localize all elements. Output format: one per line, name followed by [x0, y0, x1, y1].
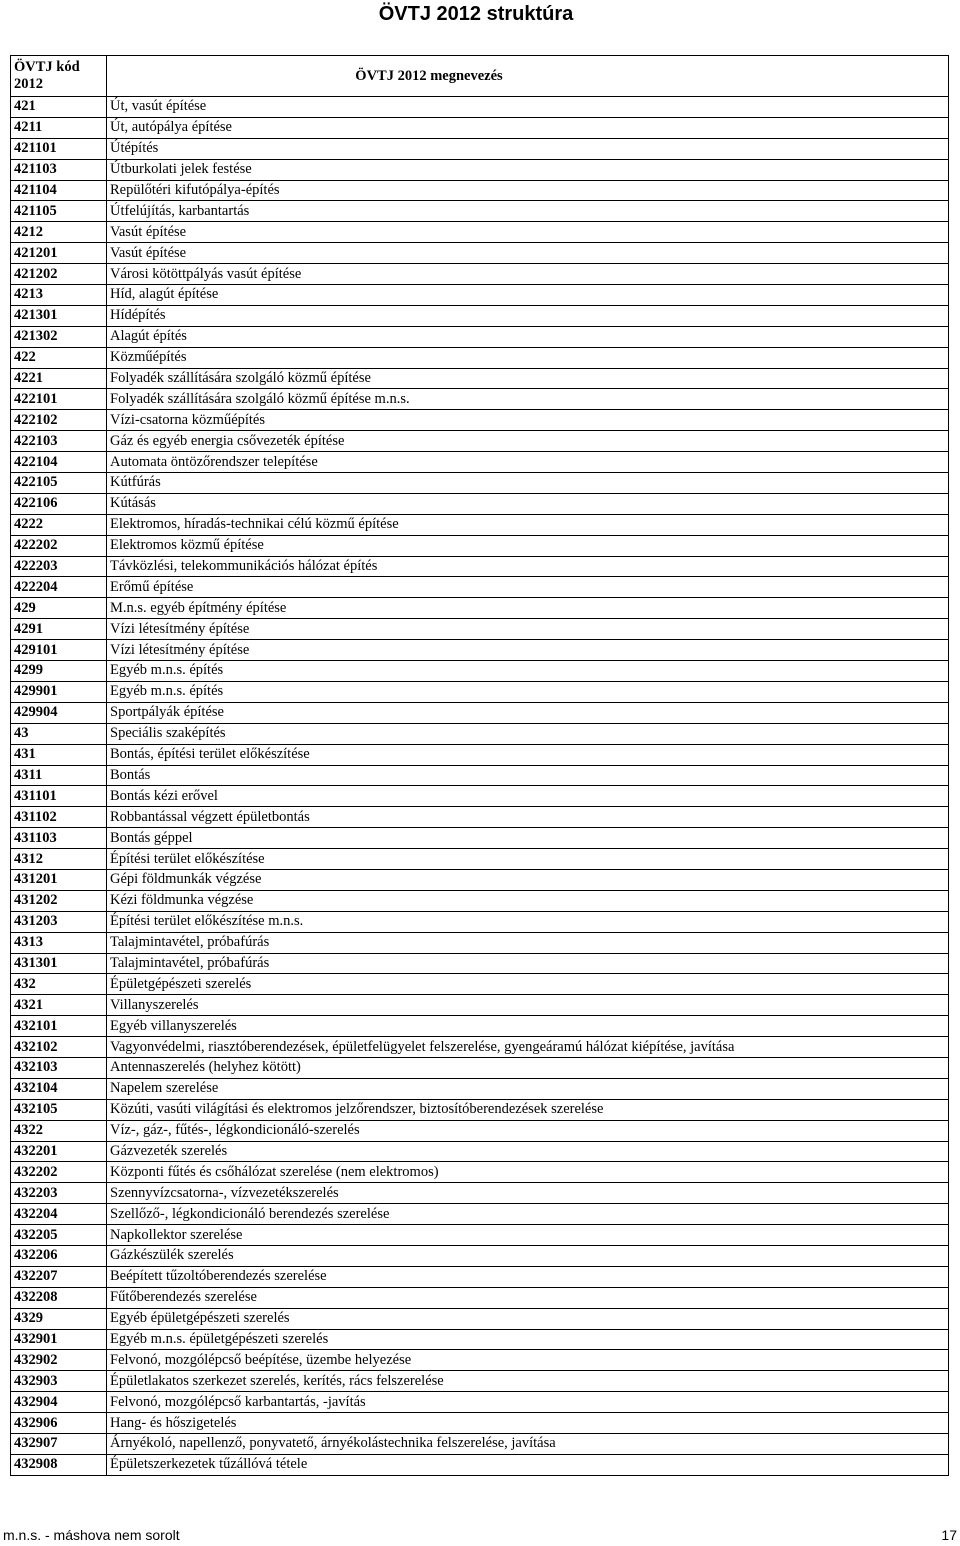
row-code: 431202: [11, 890, 107, 911]
table-row: [11, 159, 949, 180]
row-code: 422101: [11, 389, 107, 410]
row-name: Szellőző-, légkondicionáló berendezés szerelése: [107, 1204, 949, 1225]
row-code: 421202: [11, 264, 107, 285]
table-row: [11, 1183, 949, 1204]
table-row: [11, 1329, 949, 1350]
row-name: Gépi földmunkák végzése: [107, 869, 949, 890]
table-row: [11, 598, 949, 619]
row-name: Egyéb m.n.s. épületgépészeti szerelés: [107, 1329, 949, 1350]
table-row: [11, 1434, 949, 1455]
row-code: 432: [11, 974, 107, 995]
row-name: Bontás kézi erővel: [107, 786, 949, 807]
row-code: 4213: [11, 285, 107, 306]
row-name: Fűtőberendezés szerelése: [107, 1287, 949, 1308]
table-row: [11, 1287, 949, 1308]
row-code: 432105: [11, 1099, 107, 1120]
row-name: Épületlakatos szerkezet szerelés, kerítés, rács felszerelése: [107, 1371, 949, 1392]
row-name: Távközlési, telekommunikációs hálózat építés: [107, 556, 949, 577]
row-name: Hídépítés: [107, 305, 949, 326]
table-row: [11, 1245, 949, 1266]
row-code: 422202: [11, 535, 107, 556]
row-code: 432901: [11, 1329, 107, 1350]
table-row: [11, 1037, 949, 1058]
row-name: Repülőtéri kifutópálya-építés: [107, 180, 949, 201]
row-name: Beépített tűzoltóberendezés szerelése: [107, 1266, 949, 1287]
row-code: 432103: [11, 1057, 107, 1078]
row-code: 4312: [11, 849, 107, 870]
row-code: 421104: [11, 180, 107, 201]
row-name: Egyéb m.n.s. építés: [107, 681, 949, 702]
row-name: Vasút építése: [107, 243, 949, 264]
row-name: Vízi létesítmény építése: [107, 619, 949, 640]
table-row: [11, 1204, 949, 1225]
row-name: Napelem szerelése: [107, 1078, 949, 1099]
table-row: [11, 765, 949, 786]
row-code: 421103: [11, 159, 107, 180]
row-name: Épületszerkezetek tűzállóvá tétele: [107, 1454, 949, 1475]
row-name: Víz-, gáz-, fűtés-, légkondicionáló-szerelés: [107, 1120, 949, 1141]
table-row: [11, 1057, 949, 1078]
row-code: 432903: [11, 1371, 107, 1392]
row-code: 43: [11, 723, 107, 744]
table-row: [11, 1099, 949, 1120]
row-name: Elektromos, híradás-technikai célú közmű építése: [107, 514, 949, 535]
table-row: [11, 932, 949, 953]
row-code: 4322: [11, 1120, 107, 1141]
row-name: Vasút építése: [107, 222, 949, 243]
row-name: Közműépítés: [107, 347, 949, 368]
table-row: [11, 326, 949, 347]
row-name: Egyéb épületgépészeti szerelés: [107, 1308, 949, 1329]
table-row: [11, 911, 949, 932]
row-code: 4329: [11, 1308, 107, 1329]
table-row: [11, 285, 949, 306]
row-name: Híd, alagút építése: [107, 285, 949, 306]
row-code: 432202: [11, 1162, 107, 1183]
table-row: [11, 744, 949, 765]
table-row: [11, 1141, 949, 1162]
row-name: Talajmintavétel, próbafúrás: [107, 932, 949, 953]
row-name: Speciális szaképítés: [107, 723, 949, 744]
table-row: [11, 117, 949, 138]
row-name: Útépítés: [107, 138, 949, 159]
row-code: 429101: [11, 640, 107, 661]
row-code: 421105: [11, 201, 107, 222]
row-name: Kútfúrás: [107, 473, 949, 494]
table-row: [11, 807, 949, 828]
table-row: [11, 556, 949, 577]
table-row: [11, 1120, 949, 1141]
row-name: Hang- és hőszigetelés: [107, 1413, 949, 1434]
row-code: 432206: [11, 1245, 107, 1266]
table-row: [11, 222, 949, 243]
row-code: 432907: [11, 1434, 107, 1455]
row-name: Központi fűtés és csőhálózat szerelése (nem elektromos): [107, 1162, 949, 1183]
row-name: Automata öntözőrendszer telepítése: [107, 452, 949, 473]
row-code: 431203: [11, 911, 107, 932]
row-code: 422103: [11, 431, 107, 452]
table-row: [11, 138, 949, 159]
row-code: 4311: [11, 765, 107, 786]
table-row: [11, 1413, 949, 1434]
table-row: [11, 681, 949, 702]
name-column-header: ÖVTJ 2012 megnevezés: [107, 56, 949, 97]
row-name: Antennaszerelés (helyhez kötött): [107, 1057, 949, 1078]
table-row: [11, 1392, 949, 1413]
row-code: 4222: [11, 514, 107, 535]
row-name: Napkollektor szerelése: [107, 1225, 949, 1246]
table-row: [11, 305, 949, 326]
table-row: [11, 577, 949, 598]
table-row: [11, 1016, 949, 1037]
row-code: 432908: [11, 1454, 107, 1475]
table-row: [11, 786, 949, 807]
row-code: 4321: [11, 995, 107, 1016]
row-name: Folyadék szállítására szolgáló közmű építése: [107, 368, 949, 389]
table-row: [11, 702, 949, 723]
row-code: 431: [11, 744, 107, 765]
row-name: Épületgépészeti szerelés: [107, 974, 949, 995]
row-name: Alagút építés: [107, 326, 949, 347]
row-name: Erőmű építése: [107, 577, 949, 598]
row-name: Építési terület előkészítése: [107, 849, 949, 870]
table-header-row: [11, 56, 949, 97]
table-row: [11, 1225, 949, 1246]
row-code: 4299: [11, 661, 107, 682]
table-row: [11, 828, 949, 849]
row-name: Bontás géppel: [107, 828, 949, 849]
table-row: [11, 243, 949, 264]
row-code: 431301: [11, 953, 107, 974]
row-code: 421101: [11, 138, 107, 159]
row-name: Felvonó, mozgólépcső karbantartás, -javítás: [107, 1392, 949, 1413]
row-code: 422204: [11, 577, 107, 598]
row-code: 432101: [11, 1016, 107, 1037]
row-name: Vízi-csatorna közműépítés: [107, 410, 949, 431]
row-name: M.n.s. egyéb építmény építése: [107, 598, 949, 619]
table-row: [11, 974, 949, 995]
row-code: 432204: [11, 1204, 107, 1225]
code-header-line1: ÖVTJ kód: [14, 59, 80, 75]
row-code: 432902: [11, 1350, 107, 1371]
table-row: [11, 347, 949, 368]
table-row: [11, 640, 949, 661]
footer-note: m.n.s. - máshova nem sorolt: [3, 1527, 180, 1543]
row-code: 431201: [11, 869, 107, 890]
row-code: 4291: [11, 619, 107, 640]
row-name: Szennyvízcsatorna-, vízvezetékszerelés: [107, 1183, 949, 1204]
page-title: ÖVTJ 2012 struktúra: [378, 3, 574, 25]
table-row: [11, 723, 949, 744]
row-name: Építési terület előkészítése m.n.s.: [107, 911, 949, 932]
row-code: 431103: [11, 828, 107, 849]
row-code: 422: [11, 347, 107, 368]
table-row: [11, 201, 949, 222]
row-name: Kézi földmunka végzése: [107, 890, 949, 911]
row-code: 422104: [11, 452, 107, 473]
row-name: Közúti, vasúti világítási és elektromos jelzőrendszer, biztosítóberendezések szerelése: [107, 1099, 949, 1120]
row-name: Villanyszerelés: [107, 995, 949, 1016]
row-name: Elektromos közmű építése: [107, 535, 949, 556]
row-code: 421: [11, 97, 107, 118]
row-code: 421302: [11, 326, 107, 347]
row-name: Talajmintavétel, próbafúrás: [107, 953, 949, 974]
row-name: Bontás: [107, 765, 949, 786]
row-code: 432906: [11, 1413, 107, 1434]
row-code: 429904: [11, 702, 107, 723]
table-row: [11, 264, 949, 285]
row-name: Városi kötöttpályás vasút építése: [107, 264, 949, 285]
row-name: Út, autópálya építése: [107, 117, 949, 138]
table-row: [11, 410, 949, 431]
row-name: Útfelújítás, karbantartás: [107, 201, 949, 222]
row-name: Kútásás: [107, 493, 949, 514]
row-name: Folyadék szállítására szolgáló közmű építése m.n.s.: [107, 389, 949, 410]
table-row: [11, 493, 949, 514]
code-table: [10, 55, 949, 1476]
table-row: [11, 473, 949, 494]
row-code: 429901: [11, 681, 107, 702]
table-row: [11, 619, 949, 640]
row-code: 432207: [11, 1266, 107, 1287]
table-row: [11, 97, 949, 118]
row-name: Egyéb m.n.s. építés: [107, 661, 949, 682]
row-code: 431101: [11, 786, 107, 807]
table-row: [11, 1162, 949, 1183]
row-code: 422106: [11, 493, 107, 514]
row-name: Gázkészülék szerelés: [107, 1245, 949, 1266]
row-code: 4211: [11, 117, 107, 138]
row-name: Sportpályák építése: [107, 702, 949, 723]
row-name: Árnyékoló, napellenző, ponyvatető, árnyékolástechnika felszerelése, javítása: [107, 1434, 949, 1455]
row-code: 432102: [11, 1037, 107, 1058]
row-name: Gázvezeték szerelés: [107, 1141, 949, 1162]
row-name: Egyéb villanyszerelés: [107, 1016, 949, 1037]
row-code: 432203: [11, 1183, 107, 1204]
row-name: Gáz és egyéb energia csővezeték építése: [107, 431, 949, 452]
table-row: [11, 953, 949, 974]
table-row: [11, 389, 949, 410]
row-code: 422102: [11, 410, 107, 431]
page-number: 17: [941, 1527, 957, 1543]
table-row: [11, 535, 949, 556]
table-row: [11, 431, 949, 452]
row-code: 422203: [11, 556, 107, 577]
table-row: [11, 661, 949, 682]
row-name: Út, vasút építése: [107, 97, 949, 118]
table-row: [11, 1078, 949, 1099]
row-code: 431102: [11, 807, 107, 828]
row-code: 432208: [11, 1287, 107, 1308]
row-code: 4212: [11, 222, 107, 243]
table-row: [11, 368, 949, 389]
row-name: Felvonó, mozgólépcső beépítése, üzembe helyezése: [107, 1350, 949, 1371]
row-code: 429: [11, 598, 107, 619]
table-row: [11, 1308, 949, 1329]
table-row: [11, 1371, 949, 1392]
row-name: Útburkolati jelek festése: [107, 159, 949, 180]
row-code: 432104: [11, 1078, 107, 1099]
row-code: 4313: [11, 932, 107, 953]
row-code: 421201: [11, 243, 107, 264]
row-name: Vízi létesítmény építése: [107, 640, 949, 661]
table-row: [11, 1350, 949, 1371]
table-row: [11, 890, 949, 911]
table-row: [11, 514, 949, 535]
row-code: 4221: [11, 368, 107, 389]
row-name: Vagyonvédelmi, riasztóberendezések, épületfelügyelet felszerelése, gyengeáramú hálózat kiépítése, javítása: [107, 1037, 949, 1058]
code-header-line2: 2012: [14, 76, 43, 92]
table-row: [11, 869, 949, 890]
row-code: 432201: [11, 1141, 107, 1162]
row-name: Robbantással végzett épületbontás: [107, 807, 949, 828]
row-code: 432904: [11, 1392, 107, 1413]
row-code: 422105: [11, 473, 107, 494]
table-row: [11, 995, 949, 1016]
table-row: [11, 849, 949, 870]
table-row: [11, 180, 949, 201]
row-name: Bontás, építési terület előkészítése: [107, 744, 949, 765]
code-column-header: [11, 56, 107, 97]
table-row: [11, 1454, 949, 1475]
table-row: [11, 1266, 949, 1287]
row-code: 432205: [11, 1225, 107, 1246]
table-row: [11, 452, 949, 473]
row-code: 421301: [11, 305, 107, 326]
